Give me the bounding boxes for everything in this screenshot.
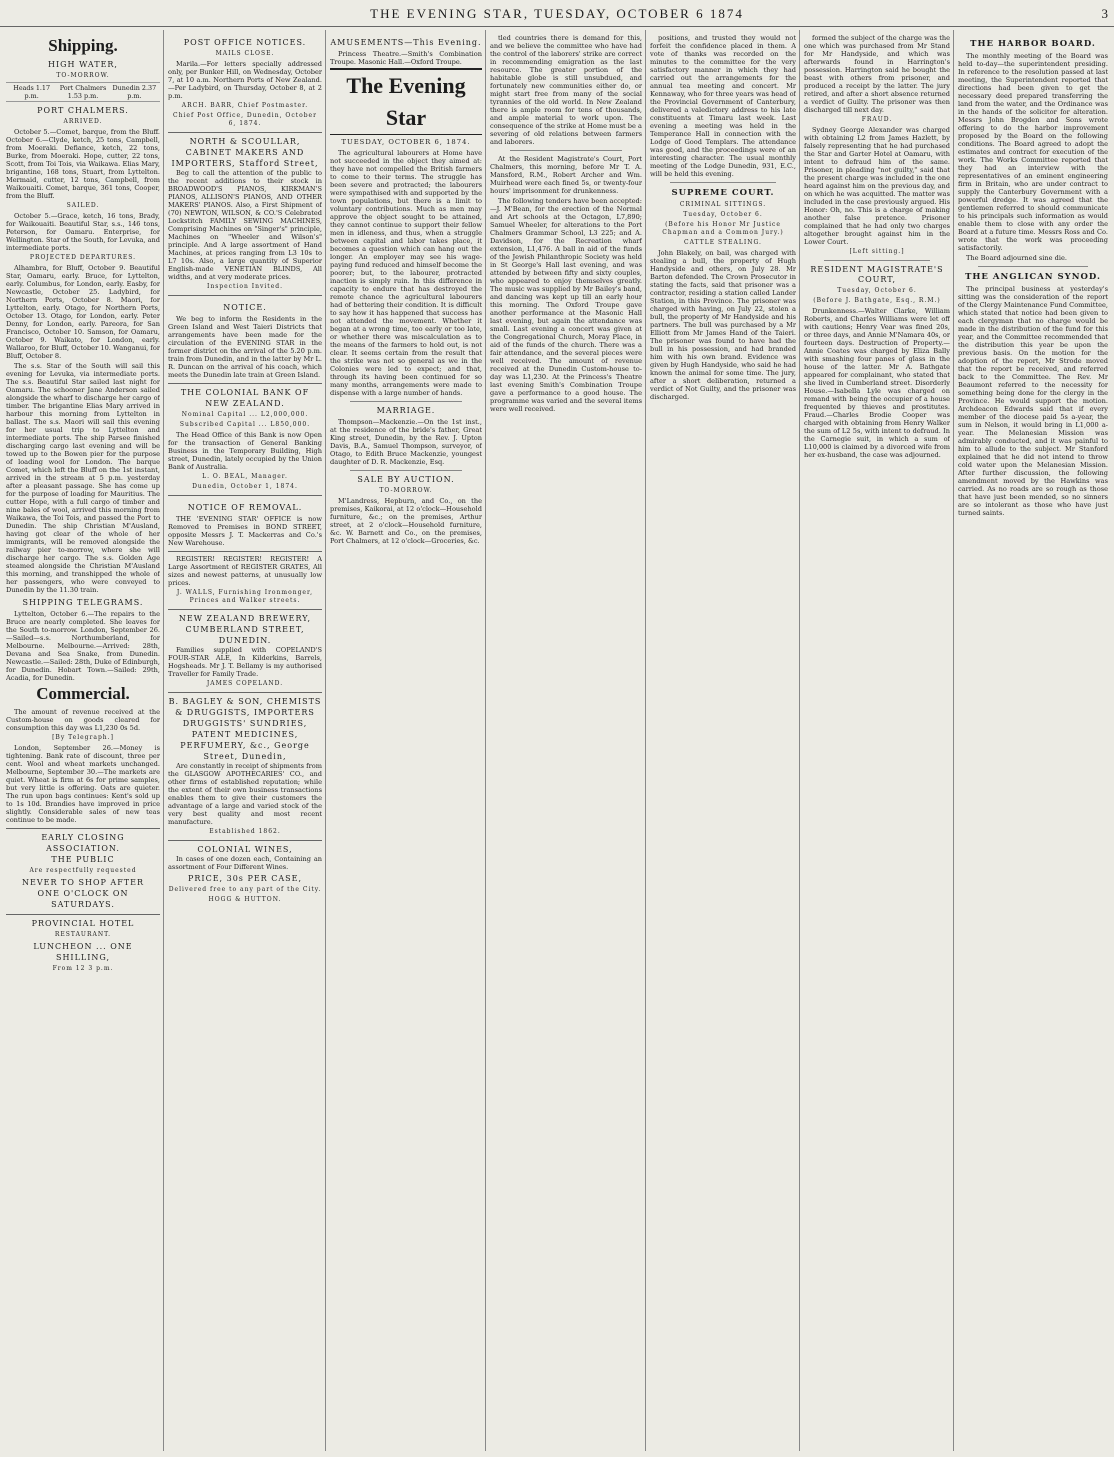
column-rule xyxy=(799,30,800,1451)
never-shop: NEVER TO SHOP AFTER xyxy=(22,878,144,887)
wines-body: In cases of one dozen each, Containing an assortment of Four Different Wines. xyxy=(168,855,322,871)
leader-text: The agricultural labourers at Home have not succeeded in the object they aimed at: they have not compelled the British farmers to come to their terms. The struggle has been severe and protracted; the labourers were sympathised with and supported by the town populations, but there is a limit to voluntary contributions. Much as men may approve the object sought to be attained, they cannot continue to support their fellow men in idleness, and thus, when a struggle between capital and labor takes place, it becomes a question which can hang out the longer. An employer may see his wage-paying fund reduced and himself become the poorer; but, to the labourer, protracted inaction is simply ruin. In this difference in capacity to endure that has destroyed the remote chance the agricultural labourers had of bettering their condition. It is difficult to say how it has happened that success has not attended the movement. Whether it began at a wrong time, too early or too late, or whether there was miscalculation as to the means of the farmers to hold out, is not clear. It seems certain from the result that the strike was not so general as we in the Colonies were led to expect; and that, through its having been continued for so many months, arrangements were made to dispense with a large number of hands. xyxy=(330,149,482,397)
by-telegraph-label: [By Telegraph.] xyxy=(52,734,114,741)
provincial-title: PROVINCIAL HOTEL xyxy=(31,919,135,928)
brewery-title: NEW ZEALAND BREWERY, CUMBERLAND STREET, DUNEDIN. xyxy=(178,614,312,645)
column-court xyxy=(650,34,796,1451)
inspection-invited: Inspection Invited. xyxy=(206,283,284,290)
colonial-bank-ad xyxy=(168,383,322,491)
column-rule xyxy=(485,30,486,1451)
bank-date: Dunedin, October 1, 1874. xyxy=(192,483,298,490)
auction-sub: TO-MORROW. xyxy=(379,487,433,494)
one-oclock: ONE O'CLOCK ON SATURDAYS. xyxy=(37,889,129,909)
amusements-heading: AMUSEMENTS—This Evening. xyxy=(330,38,482,47)
early-closing-title: EARLY CLOSING ASSOCIATION. xyxy=(41,833,125,853)
column-court-2 xyxy=(804,34,950,1451)
rm-court-heading: RESIDENT MAGISTRATE'S COURT, xyxy=(810,265,944,284)
harbor-body: The monthly meeting of the Board was held to-day—the superintendent presiding. In reference to the resolution passed at last meeting, the Superintendent reported that directions had been given to get the necessary deed prepared transferring the land from the water, and the Ordinance was in the hands of the solicitor for alteration. Messrs John Brogden and Sons wrote offering to do the harbor improvement proposed by the Board on the following conditions. The Board agreed to adopt the estimates and contract for execution of the work. The Works Committee reported that they had an interview with the representatives of an eminent engineering firm in Britain, who are under contract to supply the Canterbury Government with a powerful dredge. It was agreed that the gentlemen referred to should communicate to his principals such information as would enable them to close with any order the Board at a future time. Messrs Ross and Co. wrote that the work was proceeding satisfactorily. xyxy=(958,52,1108,252)
adjourned-line: The Board adjourned sine die. xyxy=(966,254,1067,262)
harbor-board-heading: THE HARBOR BOARD. xyxy=(970,39,1096,49)
news-text-4: formed the subject of the charge was the one which was purchased from Mr Stand for Mr Handyside, and which was afterwards found in Harrington's possession. Harrington said he bought the beast with others from prisoner, and produced a receipt by the latter. The jury retired, and after a short absence returned a verdict of Guilty. The prisoner was then discharged till next day. xyxy=(804,34,950,114)
early-closing-ad xyxy=(6,828,160,910)
shipping-body: The s.s. Star of the South will sail this evening for Levuka, via intermediate ports. The s.s. Beautiful Star sailed last night for Oamaru. The schooner Jane Anderson sailed alongside the wharf to discharge her cargo of timber. The brigantine Elias Mary arrived in harbour this morning from Lyttelton in ballast. The s.s. Maori will sail this evening for her usual trip to Lyttelton and intermediate ports. The ship Parsee finished discharging cargo last evening and will be towed up to the Bowen pier for the purpose of loading wool for London. The barque Comet, which left the Bluff on the 1st instant, arrived in the stream at 5 p.m. yesterday after a pleasant passage. She has come up for the purpose of loading for Mauritius. The cutter Hope, with a full cargo of timber and nine bales of wool, arrived this morning from Waikawa, the Toi Tois, and passed the Port to Dunedin. The ship Christian M'Ausland, having got clear of the whole of her immigrants, will be removed alongside the railway pier to-morrow, where she will discharge her cargo. The s.s. Golden Age steamed alongside the Christian M'Ausland this morning, and transhipped the whole of her passengers, who were conveyed to Dunedin by the 11.30 train. xyxy=(6,362,160,594)
provincial-hotel-ad xyxy=(6,914,160,973)
auction-body: M'Landress, Hepburn, and Co., on the premises, Kaikorai, at 12 o'clock—Household furniture, &c.; on the premises, Arthur street, at 2 o'clock—Household furniture, &c. W. Barnett and Co., on the premises, Port Chalmers, at 12 o'clock—Groceries, &c. xyxy=(330,497,482,545)
divider xyxy=(510,150,622,151)
bank-signed: L. O. BEAL, Manager. xyxy=(202,473,288,480)
column-shipping xyxy=(6,34,160,1451)
auction-heading: SALE BY AUCTION. xyxy=(357,475,455,484)
wines-title: COLONIAL WINES, xyxy=(197,845,293,854)
resident-court-text: At the Resident Magistrate's Court, Port Chalmers, this morning, before Mr T. A. Mansford, R.M., Robert Archer and Wm. Muirhead were each fined 5s, or twenty-four hours' imprisonment for drunkenness. xyxy=(490,155,642,195)
bagley-body: Are constantly in receipt of shipments from the GLASGOW APOTHECARIES' CO., and other firms of established reputation; while the extent of their own business transactions enables them to give their customers the advantage of a large and varied stock of the very best quality and most recent manufacture. xyxy=(168,762,322,826)
subscribed-capital: Subscribed Capital ... L850,000. xyxy=(179,421,311,428)
arrivals-text: October 5.—Comet, barque, from the Bluff. October 6.—Clyde, ketch, 25 tons, Campbell, from Moeraki. Defiance, ketch, 22 tons, Burke, from Moeraki. Hope, cutter, 22 tons, Scott, from Toi Tois, via Waikawa. Elias Mary, brigantine, 168 tons, Stuart, from Lyttelton. Mermaid, cutter, 12 tons, Campbell, from Waikouaiti. Comet, barque, 361 tons, Cooper, from the Bluff. xyxy=(6,128,160,200)
fraud-heading: FRAUD. xyxy=(861,116,893,123)
news-text-3: positions, and trusted they would not forfeit the confidence placed in them. A vote of thanks was recorded on the minutes to the committee for the very satisfactory manner in which they had carried out the arrangements for the annual tea meeting and concert. Mr Kennaway, who for three years was head of the Provincial Government of Canterbury, delivered a valedictory address to his late constituents at Timaru last week. Last evening a meeting was held in the Temperance Hall in connection with the Lodge of Good Templars. The attendance was good, and the proceedings were of an interesting character. The usual monthly meeting of the Lodge Dunedin, 931, E.C., will be held this evening. xyxy=(650,34,796,178)
marriage-body: Thompson—Mackenzie.—On the 1st inst., at the residence of the bride's father, Great King street, Dunedin, by the Rev. J. Upton Davis, B.A., Samuel Thompson, surveyor, of Otago, to Edith Bruce Mackenzie, youngest daughter of D. R. Mackenzie, Esq. xyxy=(330,418,482,466)
masthead-title: THE EVENING STAR, TUESDAY, OCTOBER 6 1874 xyxy=(370,6,744,21)
editorial-date: TUESDAY, OCTOBER 6, 1874. xyxy=(341,138,471,146)
tide-port: Port Chalmers 1.53 p.m. xyxy=(59,84,107,100)
divider xyxy=(824,260,930,261)
north-scoullar-body: Beg to call the attention of the public to the recent additions to their stock in BROADWOOD'S PIANOS, KIRKMAN'S PIANOS, ALLISON'S PIANOS, AND OTHER MAKERS' PIANOS. Also, a First Shipment of (70) NEWTON, WILSON, & CO.'S Celebrated Lockstitch FAMILY SEWING MACHINES, Comprising Machines on "Singer's" principle, Machines on "Wheeler and Wilson's" principle. And A large assortment of Hand Machines, at prices ranging from L3 10s to L7 10s. Also, a large quantity of Superior English-made VENETIAN BLINDS, All widths, and at very moderate prices. xyxy=(168,169,322,281)
divider xyxy=(350,470,462,471)
bagley-title: B. BAGLEY & SON, CHEMISTS & DRUGGISTS, IMPORTERS DRUGGISTS' SUNDRIES, PATENT MEDICINES, PERFUMERY, &c., George Street, Dunedin, xyxy=(168,697,322,761)
luncheon-label: LUNCHEON ... ONE SHILLING, xyxy=(33,942,133,962)
sailings-text: October 5.—Grace, ketch, 16 tons, Brady, for Waikouaiti. Beautiful Star, s.s., 146 tons, Peterson, for Oamaru. Enterprise, for Wellington. Star of the South, for Levuka, and intermediate ports. xyxy=(6,212,160,252)
tide-table xyxy=(6,82,160,102)
price-label: PRICE, 30s PER CASE, xyxy=(188,874,302,883)
nominal-capital: Nominal Capital ... L2,000,000. xyxy=(181,411,309,418)
page-number: 3 xyxy=(1101,6,1108,21)
rm-date: Tuesday, October 6. xyxy=(837,287,917,294)
amusements-body: Princess Theatre.—Smith's Combination Troupe. Masonic Hall.—Oxford Troupe. xyxy=(330,50,482,66)
removal-title: NOTICE OF REMOVAL. xyxy=(187,503,303,512)
notice-body: We beg to inform the Residents in the Green Island and West Taieri Districts that arrangements have been made for the circulation of the EVENING STAR in the former district on the arrival of the 5.20 p.m. train from Dunedin, and in the latter by Mr L. R. Duncan on the arrival of his coach, which meets the Dunedin late train at Green Island. xyxy=(168,315,322,379)
brewery-body: Families supplied with COPELAND'S FOUR-STAR ALE, In Kilderkins, Barrels, Hogsheads. Mr J. T. Bellamy is my authorised Traveller for Family Trade. xyxy=(168,646,322,678)
copeland-signature: JAMES COPELAND. xyxy=(206,680,284,687)
supreme-court-heading: SUPREME COURT. xyxy=(671,188,775,198)
hogg-signature: HOGG & HUTTON. xyxy=(208,896,282,903)
restaurant-label: RESTAURANT. xyxy=(54,931,112,938)
cattle-body: John Blakely, on bail, was charged with stealing a bull, the property of Hugh Handyside and others, on July 28. Mr Barton defended. The Crown Prosecutor in stating the facts, said that prisoner was a contractor, residing a station called Lander Station, in this Province. The prisoner was charged with having, on July 22, stolen a bull, the property of Mr Handyside and his partners. The bull was purchased by a Mr Elliott from Mr James Hand of the Taieri. The prisoner was found to have had the bull in his possession, and had branded him with his own brand. Evidence was given by Hugh Handyside, who said he had known the animal for some time. The jury, after a short deliberation, returned a verdict of Not Guilty, and the prisoner was discharged. xyxy=(650,249,796,401)
column-editorial xyxy=(330,34,482,1451)
mails-close-label: MAILS CLOSE. xyxy=(215,50,275,57)
requested: Are respectfully requested xyxy=(29,867,137,874)
removal-ad xyxy=(168,495,322,547)
colonial-bank-title: THE COLONIAL BANK OF NEW ZEALAND. xyxy=(180,388,310,408)
divider xyxy=(350,401,462,402)
commercial-body: London, September 26.—Money is tightening. Bank rate of discount, three per cent. Wool and wheat markets unchanged. Melbourne, September 30.—The markets are quiet. Wheat is firm at 6s for prime samples, but very little is offering. Oats are quieter. The run upon bags continues: Kent's sold up to 1s 10d. Brandies have improved in price slightly. Considerable sales of new teas continue to be made. xyxy=(6,744,160,824)
sittings-date: Tuesday, October 6. xyxy=(683,211,763,218)
telegrams-heading: SHIPPING TELEGRAMS. xyxy=(22,598,144,607)
commercial-header: Commercial. xyxy=(36,684,130,703)
news-text-1: tled countries there is demand for this, and we believe the committee who have had the control of the laborers' strike are correct in recommending emigration as the last resource. The greater portion of the habitable globe is still unsubdued, and fortunately new communities either do, or might start free from many of the social tyrannies of the old world. In New Zealand there is ample room for tens of thousands, and ample material to work upon. The consequence of the strike at Home must be a severing of old relations between farmers and laborers. xyxy=(490,34,642,146)
brewery-ad xyxy=(168,609,322,688)
anglican-synod-heading: THE ANGLICAN SYNOD. xyxy=(965,272,1101,282)
north-scoullar-title: NORTH & SCOULLAR, CABINET MAKERS AND IMPORTERS, Stafford Street, xyxy=(171,137,319,168)
sailed-label: SAILED. xyxy=(66,202,100,209)
removal-body: THE 'EVENING STAR' OFFICE is now Removed to Premises in BOND STREET, opposite Messrs J. T. Mackerras and Co.'s New Warehouse. xyxy=(168,515,322,547)
departures-text: Alhambra, for Bluff, October 9. Beautiful Star, Oamaru, early. Bruce, for Lyttelton, early. Columbus, for London, early. Easby, for Newcastle, October 25. Ladybird, for Northern Ports, October 8. Maori, for Lyttelton, early. Otago, for Northern Ports, October 13. Otago, for London, early. Peter Denny, for London, early. Pareora, for San Francisco, October 10. Samson, for Oamaru, October 9. Waikato, for London, early. Wallaroo, for Bluff, October 10. Wanganui, for Bluff, October 8. xyxy=(6,264,160,360)
divider xyxy=(670,182,776,183)
bagley-ad xyxy=(168,692,322,836)
projected-label: PROJECTED DEPARTURES. xyxy=(29,254,137,261)
column-rule xyxy=(645,30,646,1451)
post-body: Marila.—For letters specially addressed only, per Bunker Hill, on Wednesday, October 7, at 10 a.m. Northern Ports of New Zealand.—Per Ladybird, on Thursday, October 8, at 2 p.m. xyxy=(168,60,322,100)
register-body: REGISTER! REGISTER! REGISTER! A Large Assortment of REGISTER GRATES, All sizes and newest patterns, at unusually low prices. xyxy=(168,555,322,587)
bank-body: The Head Office of this Bank is now Open for the transaction of General Banking Business in the Temporary Building, High street, Dunedin, lately occupied by the Union Bank of Australia. xyxy=(168,431,322,471)
shipping-header: Shipping. xyxy=(48,36,118,55)
masthead xyxy=(0,0,1114,27)
port-chalmers-heading: PORT CHALMERS. xyxy=(37,106,129,115)
fraud-body: Sydney George Alexander was charged with obtaining L2 from James Hazlett, by falsely representing that he had purchased the Star and Garter Hotel at Oamaru, with intent to defraud him of the same. Prisoner, in pleading "not guilty," said that the present charge was included in the one heard against him on the previous day, and on which he was acquitted. The matter was included in the case previously argued. His Honor: Oh, no. This is a charge of making another false pretence. Prisoner complained that he had only two charges altogether brought against him in the Lower Court. xyxy=(804,126,950,246)
walls-signature: J. WALLS, Furnishing Ironmonger, Princes and Walker streets. xyxy=(176,589,314,604)
post-signed: ARCH. BARR, Chief Postmaster. xyxy=(181,102,309,109)
wines-ad xyxy=(168,840,322,904)
divider xyxy=(978,266,1088,267)
tomorrow-label: TO-MORROW. xyxy=(56,72,110,79)
tide-heads: Heads 1.17 p.m. xyxy=(13,84,51,100)
column-rule xyxy=(163,30,164,1451)
news-text-2: The following tenders have been accepted:—J. M'Bean, for the erection of the Normal and Art schools at the Octagon, L7,890; Samuel Wheeler, for alterations to the Port Chalmers Grammar School, L3 225; and A. Davidson, for the Recreation wharf extension, L1,476. A ball in aid of the funds of the Jewish Philanthropic Society was held in St George's Hall last evening, and was attended by between fifty and sixty couples, who appeared to enjoy themselves greatly. The music was supplied by Mr Bailey's band, and dancing was kept up till an early hour this morning. The Oxford Troupe gave another performance at the Masonic Hall last evening, but again the attendance was small. Last evening a concert was given at the Congregational Church, Moray Place, in aid of the funds of the church. There was a fair attendance, and the several pieces were well received. The amount of revenue received at the Dunedin Custom-house to-day was L1,230. At the Princess's Theatre last evening Smith's Combination Troupe gave a performance to a good house. The programme was varied and the several items were well received. xyxy=(490,197,642,413)
tide-dunedin: Dunedin 2.37 p.m. xyxy=(112,84,157,100)
the-public: THE PUBLIC xyxy=(51,855,115,864)
column-news xyxy=(490,34,642,1451)
chief-po-date: Chief Post Office, Dunedin, October 6, 1874. xyxy=(173,112,317,127)
rm-body: Drunkenness.—Walter Clarke, William Roberts, and Charles Williams were let off with cautions; Henry Vear was fined 20s, or three days, and Annie M'Namara 40s, or fourteen days. Destruction of Property.—Annie Coates was charged by Eliza Bally with smashing four panes of glass in the house of the latter. Mr A. Bathgate appeared for complainant, who stated that she lived in Cumberland street. Disorderly House.—Isabella Lyle was charged on remand with being the occupier of a house frequented by thieves and prostitutes. Fraud.—Charles Brodie Cooper was charged with obtaining from Henry Walker the sum of L2 5s, with intent to defraud. In the Carnegie suit, in which a sum of L10,000 is claimed by a divorced wife from her ex-husband, the case was adjourned. xyxy=(804,307,950,459)
synod-body: The principal business at yesterday's sitting was the consideration of the report of the Clergy Maintenance Fund Committee, which stated that notice had been given to each clergyman that no charge would be made in the distribution of the fund for this year, and the Committee recommended that the distribution this year be upon the previous basis. On the motion for the adoption of the report, Mr Strode moved that the report be received, and referred back to the Committee. The Rev. Mr Beaumont referred to the necessity for something being done for the clergy in the Province. He would support the motion. Archdeacon Edwards said that if every member of the diocese paid 5s a-year, the sum in Nelson, it would bring in L1,000 a-year. The Melanesian Mission was admirably conducted, and it was painful to him to allude to the subject. Mr Stanford explained that he did not intend to throw cold water upon the Melanesian Mission. After further discussion, the following amendment moved by the Hawkins was carried. As no roads are so rough as those that have just been mended, so no sinners are so intolerant as those who have just turned saints. xyxy=(958,285,1108,517)
marriage-heading: MARRIAGE. xyxy=(376,406,436,415)
column-rule xyxy=(325,30,326,1451)
arrived-label: ARRIVED. xyxy=(63,118,103,125)
commercial-text: The amount of revenue received at the Custom-house on goods cleared for consumption this day was L1,230 0s 5d. xyxy=(6,708,160,732)
notice-ad xyxy=(168,295,322,379)
hours-label: From 12 3 p.m. xyxy=(52,965,114,972)
left-sitting: [Left sitting.] xyxy=(849,248,905,255)
delivered-label: Delivered free to any part of the City. xyxy=(168,886,322,893)
notice-title: NOTICE. xyxy=(223,303,267,312)
register-ad xyxy=(168,551,322,605)
column-notices xyxy=(168,34,322,1451)
column-rule xyxy=(953,30,954,1451)
cattle-heading: CATTLE STEALING. xyxy=(684,239,762,246)
established-label: Established 1862. xyxy=(209,828,281,835)
north-scoullar-ad xyxy=(168,132,322,291)
column-harbor xyxy=(958,34,1108,1451)
sittings-before: (Before his Honor Mr Justice Chapman and a Common Jury.) xyxy=(662,221,784,236)
evening-star-logo: The Evening Star xyxy=(330,68,482,135)
criminal-sittings: CRIMINAL SITTINGS. xyxy=(679,201,767,208)
telegrams-text: Lyttelton, October 6.—The repairs to the Bruce are nearly completed. She leaves for the South to-morrow. London, September 26.—Sailed—s.s. Northumberland, for Melbourne. Melbourne.—Arrived: 28th, Devana and Sea Snake, from Dunedin. Newcastle.—Sailed: 28th, Duke of Edinburgh, for Dunedin. Hobart Town.—Sailed: 29th, Acadia, for Dunedin. xyxy=(6,610,160,682)
high-water-heading: HIGH WATER, xyxy=(48,60,118,69)
rm-before: (Before J. Bathgate, Esq., R.M.) xyxy=(813,297,941,304)
post-office-heading: POST OFFICE NOTICES. xyxy=(183,38,307,47)
